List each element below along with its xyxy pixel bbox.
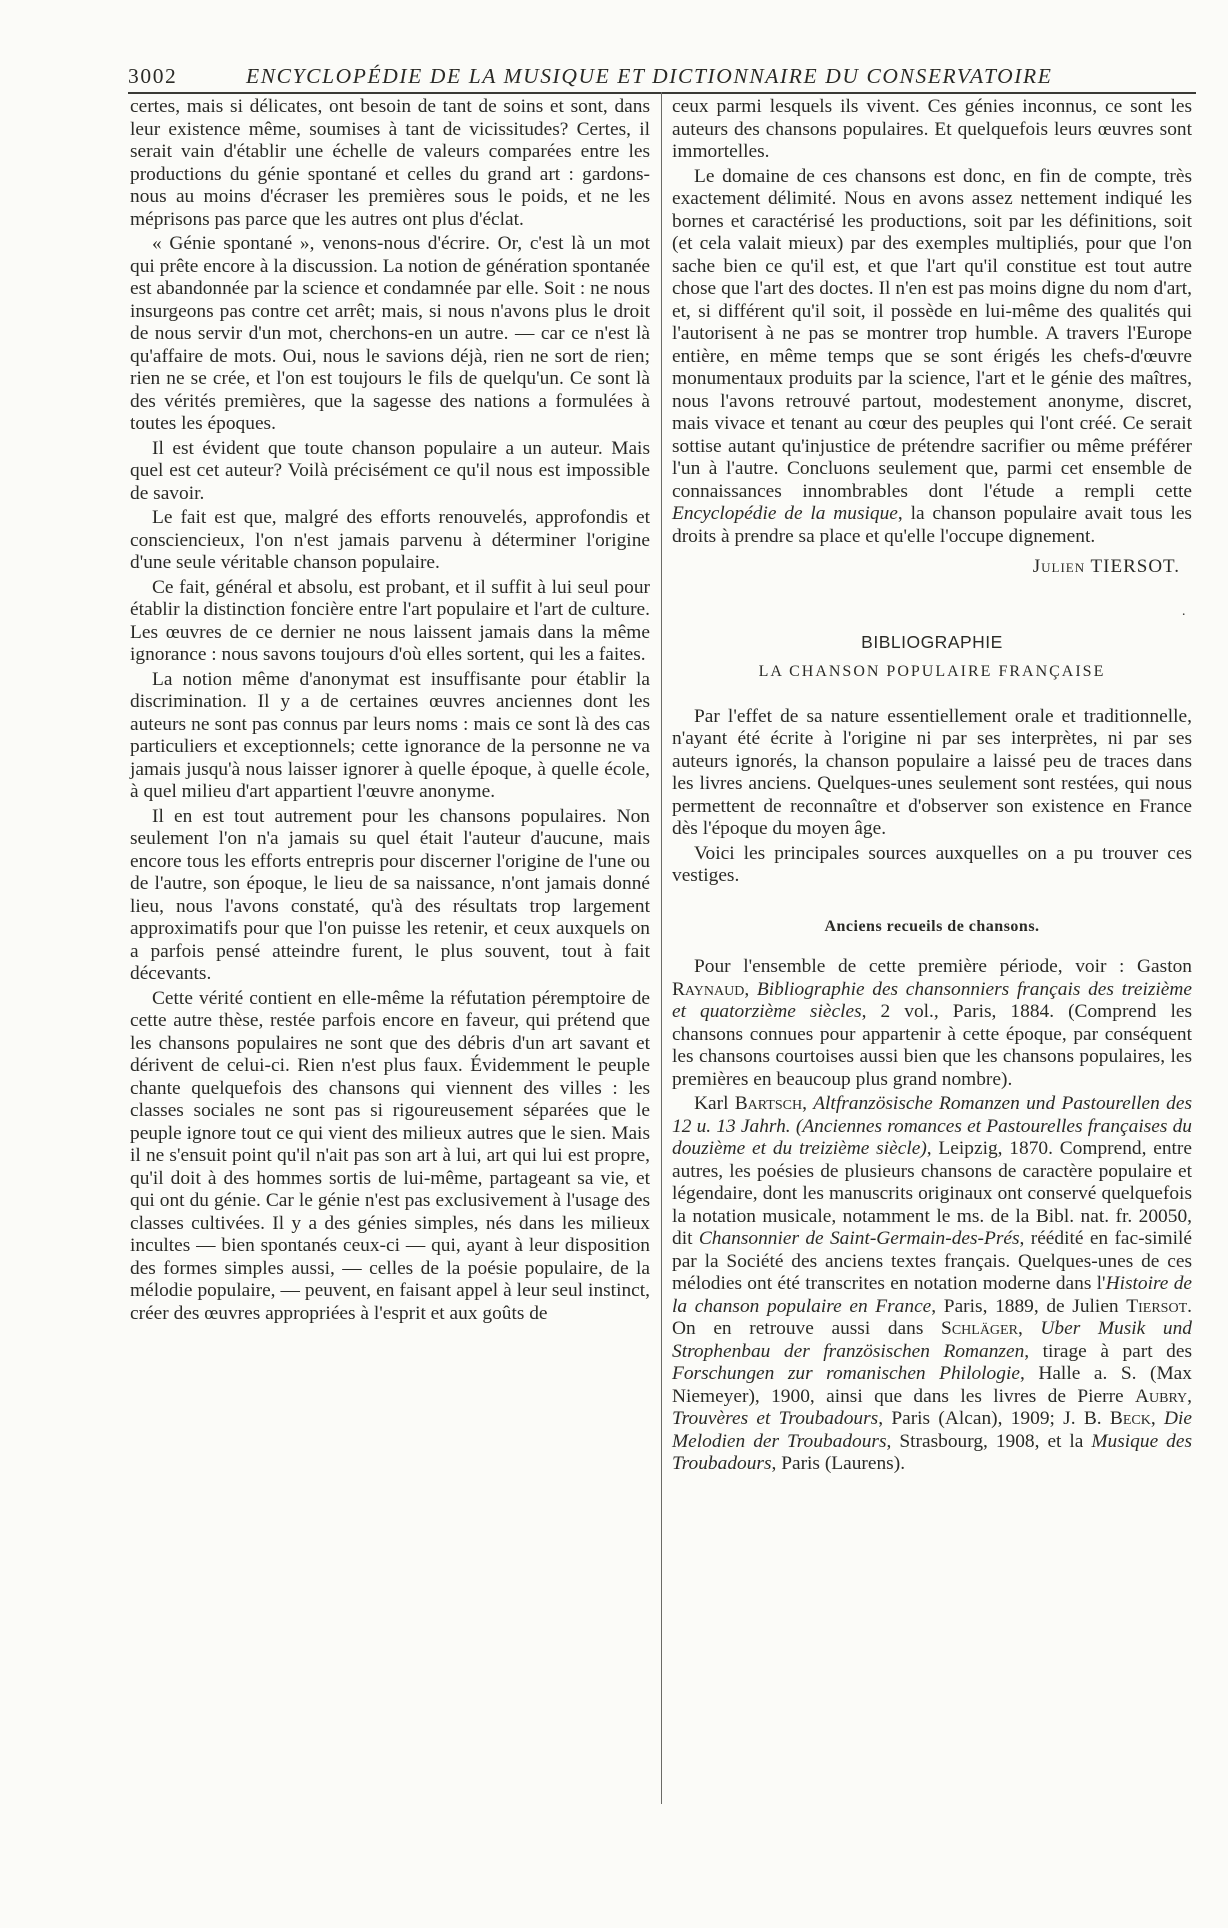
text-run: Karl <box>694 1093 735 1114</box>
book-title: Encyclopédie de la musique <box>672 503 898 524</box>
author-name: Aubry <box>1135 1385 1188 1407</box>
text-run: , la chanson populaire avait tous les droits à prendre sa place et qu'elle l'occupe dignement. <box>672 503 1192 547</box>
paragraph <box>672 166 1192 549</box>
text-run: , Paris, 1889, de Julien <box>931 1295 1127 1317</box>
text-run: , Halle a. S. (Max Niemeyer), 1900, ainsi que dans les livres de Pierre <box>672 1363 1192 1407</box>
column-divider <box>661 92 662 1804</box>
author-signature <box>672 556 1180 579</box>
book-title: Altfranzösische Romanzen und Pastourellen des 12 u. 13 Jahrh. (Anciennes romances et Pastourelles françaises du douzième et du treizième siècle) <box>672 1093 1192 1159</box>
text-run: , <box>1017 1318 1041 1339</box>
text-run: Pour l'ensemble de cette première période, voir : Gaston <box>694 956 1192 977</box>
author-name: Raynaud <box>672 978 745 1000</box>
text-run: , réédité en fac-similé par la Société des anciens textes français. Quelques-unes de ces mélodies ont été transcrites en notation moderne dans l' <box>672 1228 1192 1294</box>
author-name: Bartsch <box>734 1093 803 1114</box>
paragraph: Voici les principales sources auxquelles on a pu trouver ces vestiges. <box>672 842 1192 886</box>
paragraph: Ce fait, général et absolu, est probant, et il suffit à lui seul pour établir la distinction foncière entre l'art populaire et l'art de culture. Les œuvres de ce dernier ne nous laissent jamais dans la même ignorance : nous savons toujours d'où elles sortent, qui les a faites. <box>130 576 650 665</box>
text-run: , Paris (Laurens). <box>771 1453 906 1474</box>
page-number: 3002 <box>128 64 178 88</box>
paragraph: La notion même d'anonymat est insuffisante pour établir la discrimination. Il y a de certaines œuvres anciennes dont les auteurs ne sont pas connus par leurs noms : mais ce sont là des cas particuliers et exceptionnels; cette ignorance de la personne ne va jamais jusqu'à nous laisser ignorer à quelle époque, à quelle école, à quel milieu d'art appartient l'œuvre anonyme. <box>130 668 650 802</box>
section-subtitle: LA CHANSON POPULAIRE FRANÇAISE <box>758 663 1106 680</box>
book-title: Musique des Troubadours <box>672 1430 1192 1474</box>
signature-first-name: Julien <box>1032 556 1086 577</box>
book-title: Die Melodien der Troubadours <box>672 1408 1192 1452</box>
book-title: Uber Musik und Strophenbau der französischen Romanzen <box>672 1318 1192 1362</box>
book-title: Chansonnier de Saint-Germain-des-Prés <box>698 1228 1020 1249</box>
paragraph: « Génie spontané », venons-nous d'écrire. Or, c'est là un mot qui prête encore à la discussion. La notion de génération spontanée est abandonnée par la science et condamnée par elle. Soit : ne nous insurgeons pas contre cet arrêt; mais, si nous n'avons plus le droit de nous servir d'un mot, cherchons-en un autre. — car ce n'est là qu'affaire de mots. Oui, nous le savions déjà, rien ne sort de rien; rien ne se crée, et l'on est toujours le fils de quelqu'un. Ce sont là des vérités premières, que la sagesse des nations a formulées à toutes les époques. <box>130 233 650 434</box>
running-title: ENCYCLOPÉDIE DE LA MUSIQUE ET DICTIONNAIRE DU CONSERVATOIRE <box>246 64 1053 88</box>
text-run: , <box>802 1093 814 1114</box>
author-name: Tiersot <box>1126 1295 1188 1317</box>
text-run: . On en retrouve aussi dans <box>672 1295 1192 1339</box>
section-title: BIBLIOGRAPHIE <box>861 631 1003 652</box>
text-run: , Leipzig, 1870. Comprend, entre autres, les poésies de plusieurs chansons de caractère populaire et légendaire, dont les manuscrits originaux ont conservé quelquefois la notation musicale, notamment le ms. de la Bibl. nat. fr. 20050, dit <box>672 1138 1192 1249</box>
book-title: Bibliographie des chansonniers français des treizième et quatorzième siècles <box>672 978 1192 1022</box>
text-run: , tirage à part des <box>1024 1340 1192 1362</box>
bibliography-entry <box>672 1093 1192 1476</box>
text-run: Le domaine de ces chansons est donc, en fin de compte, très exactement délimité. Nous en avons assez nettement indiqué les bornes et caractérisé les productions, soit par les définitions, soit (et cela valait mieux) par des exemples multipliés, pour que l'on sache bien ce qu'il est, et que l'art qu'il constitue est tout autre chose que l'art des doctes. Il n'en est pas moins digne du nom d'art, et, si différent qu'il soit, il possède en lui-même des qualités qui l'autorisent à ne pas se montrer trop humble. A travers l'Europe entière, en même temps que se sont érigés les chefs-d'œuvre monumentaux produits par la science, l'art et le génie des maîtres, nous l'avons retrouvé partout, modestement anonyme, discret, mais vivace et tenant au cœur des peuples qui l'ont créé. Ce serait sottise autant qu'injustice de prétendre sacrifier ou même préférer l'un à l'autre. Concluons seulement que, parmi cet ensemble de connaissances innombrables dont l'étude a rempli cette <box>672 165 1192 502</box>
paragraph: Par l'effet de sa nature essentiellement orale et traditionnelle, n'ayant été écrite à l'origine ni par ses interprètes, ni par ses auteurs ignorés, la chanson populaire a laissé peu de traces dans les livres anciens. Quelques-unes seulement sont restées, qui nous permettent de reconnaître et d'observer son existence en France dès l'époque du moyen âge. <box>672 705 1192 839</box>
paragraph: Il en est tout autrement pour les chansons populaires. Non seulement l'on n'a jamais su quel était l'auteur d'aucune, mais encore tous les efforts entrepris pour discerner l'origine de l'une ou de l'autre, son époque, le lieu de sa naissance, n'ont jamais donné lieu, nous l'avons constaté, qu'à des résultats trop largement approximatifs pour que l'on puisse les retenir, et ceux auxquels on a parfois pensé atteindre furent, le plus souvent, tout à fait décevants. <box>130 805 650 984</box>
text-run: , <box>1187 1385 1192 1407</box>
author-name: Beck <box>1109 1408 1151 1429</box>
text-run: , Strasbourg, 1908, et la <box>886 1430 1092 1452</box>
paragraph: Le fait est que, malgré des efforts renouvelés, approfondis et consciencieux, l'on n'est jamais parvenu à déterminer l'origine d'une seule véritable chanson populaire. <box>130 507 650 573</box>
right-column <box>672 96 1192 1478</box>
left-column <box>130 96 650 1327</box>
running-header <box>128 62 1196 94</box>
bibliography-entry <box>672 956 1192 1091</box>
section-mark: · <box>1181 607 1186 623</box>
author-name: Schläger <box>941 1318 1018 1339</box>
paragraph: Il est évident que toute chanson populaire a un auteur. Mais quel est cet auteur? Voilà précisément ce qu'il nous est impossible de savoir. <box>130 437 650 504</box>
book-title: Trouvères et Troubadours <box>672 1408 879 1429</box>
text-run: , Paris (Alcan), 1909; J. B. <box>878 1408 1110 1429</box>
paragraph: certes, mais si délicates, ont besoin de tant de soins et sont, dans leur existence même, soumises à tant de vicissitudes? Certes, il serait vain d'établir une échelle de valeurs comparées entre les productions du génie spontané et celles du grand art : gardons-nous au moins d'écraser les premières sous le poids, et ne les méprisons pas parce que les autres ont plus d'éclat. <box>130 96 650 230</box>
text-run: , <box>744 978 757 1000</box>
signature-last-name: TIERSOT. <box>1090 556 1180 577</box>
paragraph: ceux parmi lesquels ils vivent. Ces génies inconnus, ce sont les auteurs des chansons populaires. Et quelquefois leurs œuvres sont immortelles. <box>672 96 1192 162</box>
text-run: , <box>1150 1408 1164 1429</box>
subsection-title: Anciens recueils de chansons. <box>824 917 1040 935</box>
paragraph: Cette vérité contient en elle-même la réfutation péremptoire de cette autre thèse, restée parfois encore en faveur, qui prétend que les chansons populaires ne sont que des débris d'un art savant et dérivent de celui-ci. Rien n'est plus faux. Évidemment le peuple chante quelquefois des chansons qui viennent des villes : les classes sociales ne sont pas si rigoureusement séparées que le peuple ignore tout ce qui vient des milieux autres que le sien. Mais il ne s'ensuit point qu'il n'ait pas son art à lui, art qui lui est propre, qu'il doit à des hommes sortis de lui-même, partageant sa vie, et qui ont du génie. Car le génie n'est pas exclusivement à l'usage des classes cultivées. Il y a des génies simples, nés dans les milieux incultes — bien spontanés ceux-ci — qui, ayant à leur disposition des formes simples aussi, — celles de la poésie populaire, de la mélodie populaire, — peuvent, en faisant appel à leur seul instinct, créer des œuvres appropriées à l'esprit et aux goûts de <box>130 987 650 1324</box>
text-run: , 2 vol., Paris, 1884. (Comprend les chansons connues pour appartenir à cette époque, par conséquent les chansons courtoises aussi bien que les chansons populaires, les premières en beaucoup plus grand nombre). <box>672 1001 1192 1090</box>
book-title: Forschungen zur romanischen Philologie <box>672 1363 1020 1384</box>
book-title: Histoire de la chanson populaire en France <box>672 1273 1192 1317</box>
